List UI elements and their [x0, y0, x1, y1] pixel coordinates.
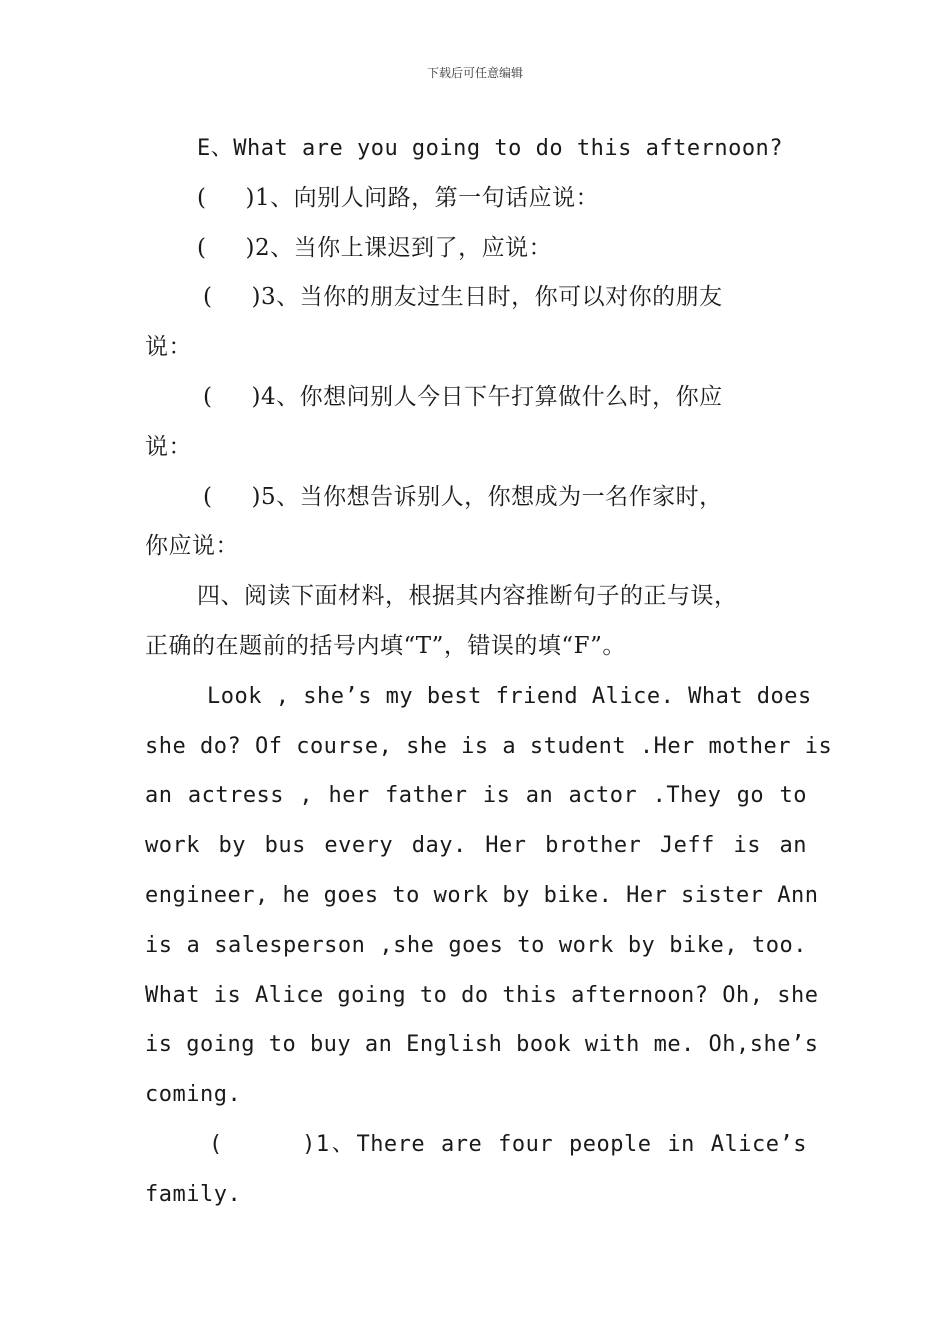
section-e-heading: E、What are you going to do this afternoon?: [197, 136, 784, 161]
passage-line-2: she do? Of course, she is a student .Her mother is: [145, 733, 833, 759]
question-4-line-2: 说：: [145, 433, 192, 460]
section-four-instruction-line-2: 正确的在题前的括号内填“T”，错误的填“F”。: [145, 632, 626, 659]
tf-question-1-line-2: family.: [145, 1181, 242, 1207]
question-5-line-2: 你应说：: [145, 533, 239, 560]
passage-line-7: What is Alice going to do this afternoon? Oh, she: [145, 982, 819, 1008]
tf-question-1-line-1: ( )1、There are four people in Alice’s: [209, 1131, 807, 1157]
section-four-instruction-line-1: 四、阅读下面材料，根据其内容推断句子的正与误，: [197, 583, 738, 610]
question-1: ( )1、向别人问路，第一句话应说：: [197, 184, 600, 211]
question-3-line-2: 说：: [145, 334, 192, 361]
question-5-line-1: ( )5、当你想告诉别人，你想成为一名作家时，: [203, 483, 723, 510]
question-4-line-1: ( )4、你想问别人今日下午打算做什么时，你应: [203, 383, 723, 410]
passage-line-6: is a salesperson ,she goes to work by bike, too.: [145, 932, 807, 958]
passage-line-3: an actress , her father is an actor .They go to: [145, 783, 807, 809]
passage-line-8: is going to buy an English book with me. Oh,she’s: [145, 1032, 819, 1058]
passage-line-4: work by bus every day. Her brother Jeff is an: [145, 833, 807, 859]
passage-line-5: engineer, he goes to work by bike. Her sister Ann: [145, 882, 819, 908]
question-2: ( )2、当你上课迟到了，应说：: [197, 234, 553, 261]
passage-line-1: Look , she’s my best friend Alice. What does: [207, 683, 812, 709]
content-body: [145, 124, 833, 1220]
header-note: 下载后可任意编辑: [426, 66, 523, 80]
passage-line-9: coming.: [145, 1082, 242, 1108]
question-3-line-1: ( )3、当你的朋友过生日时，你可以对你的朋友: [203, 284, 723, 311]
